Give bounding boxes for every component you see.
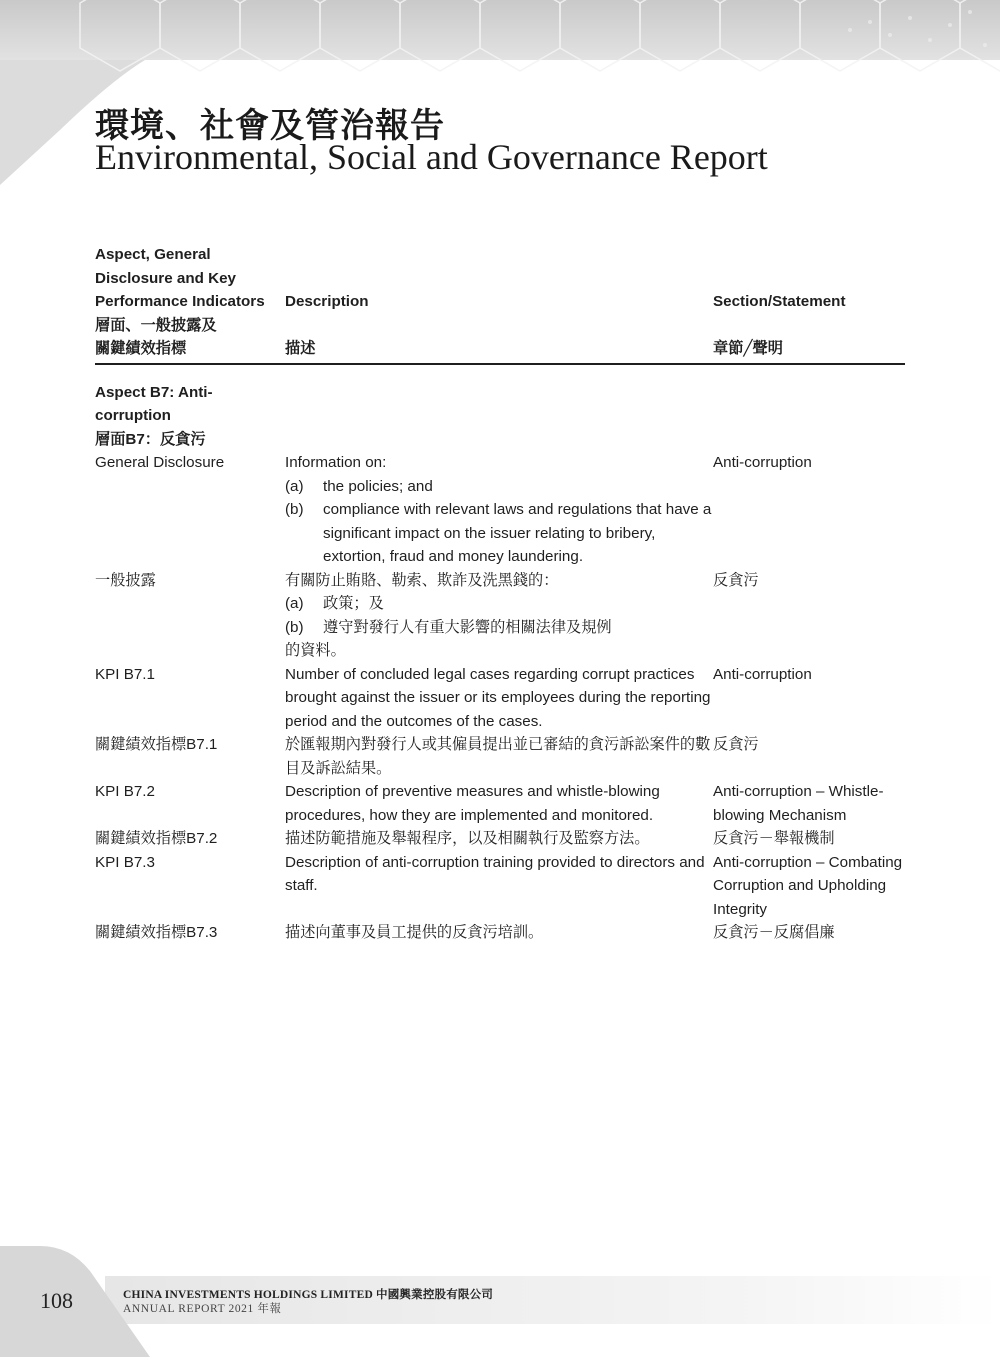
esg-index-table bbox=[95, 243, 905, 945]
page-number: 108 bbox=[40, 1288, 73, 1313]
column-header-section: Section/Statement 章節╱聲明 bbox=[713, 293, 846, 357]
list-item: (a) 政策；及 bbox=[285, 595, 384, 612]
row-description: 描述向董事及員工提供的反貪污培訓。 bbox=[285, 924, 544, 941]
row-description: Description of anti-corruption training provided to directors and staff. bbox=[285, 853, 705, 894]
row-section: Anti-corruption bbox=[713, 665, 812, 683]
page-title-chinese: 環境、社會及管治報告 bbox=[95, 106, 445, 146]
row-description: 有關防止賄賂、勒索、欺詐及洗黑錢的： (a) 政策；及 (b) 遵守對發行人有重大影響的相關法律及規例 的資料。 bbox=[285, 569, 713, 663]
table-row bbox=[95, 733, 905, 780]
table-row bbox=[95, 451, 905, 569]
row-indicator: 關鍵績效指標B7.2 bbox=[95, 830, 218, 847]
table-row bbox=[95, 921, 905, 945]
row-description: 描述防範措施及舉報程序，以及相關執行及監察方法。 bbox=[285, 830, 650, 847]
row-section: Anti-corruption – Combating Corruption and Upholding Integrity bbox=[713, 853, 903, 918]
row-section: 反貪污－舉報機制 bbox=[713, 830, 835, 847]
footer-report-title: ANNUAL REPORT 2021 年報 bbox=[123, 1303, 282, 1315]
table-row bbox=[95, 569, 905, 663]
table-header bbox=[95, 243, 905, 365]
row-indicator: 一般披露 bbox=[95, 571, 156, 589]
row-section: Anti-corruption – Whistle-blowing Mechanism bbox=[713, 783, 884, 824]
row-description: Description of preventive measures and whistle-blowing procedures, how they are implemented and monitored. bbox=[285, 783, 660, 824]
table-row bbox=[95, 851, 905, 922]
list-item: (b) compliance with relevant laws and regulations that have a significant impact on the issuer relating to bribery, extortion, fraud and money laundering. bbox=[285, 501, 712, 565]
row-indicator: 關鍵績效指標B7.1 bbox=[95, 736, 218, 753]
page-title-english: Environmental, Social and Governance Report bbox=[95, 137, 768, 177]
row-indicator: 關鍵績效指標B7.3 bbox=[95, 924, 218, 941]
row-section: Anti-corruption bbox=[713, 454, 812, 471]
row-indicator: KPI B7.2 bbox=[95, 783, 155, 800]
row-description: Number of concluded legal cases regarding corrupt practices brought against the issuer or its employees during the reporting period and the outcomes of the cases. bbox=[285, 665, 711, 730]
table-row bbox=[95, 780, 905, 827]
table-row bbox=[95, 663, 905, 734]
list-item: (b) 遵守對發行人有重大影響的相關法律及規例 bbox=[285, 618, 612, 636]
column-header-aspect: Aspect, General Disclosure and Key Performance Indicators 層面、一般披露及 關鍵績效指標 bbox=[95, 246, 265, 357]
column-header-description: Description 描述 bbox=[285, 293, 369, 357]
row-indicator: KPI B7.1 bbox=[95, 665, 155, 683]
row-section: 反貪污 bbox=[713, 571, 759, 589]
aspect-heading: Aspect B7: Anti-corruption 層面B7：反貪污 bbox=[95, 383, 213, 448]
row-description: 於匯報期內對發行人或其僱員提出並已審結的貪污訴訟案件的數目及訴訟結果。 bbox=[285, 736, 711, 777]
row-indicator: General Disclosure bbox=[95, 454, 225, 471]
footer-company-name: CHINA INVESTMENTS HOLDINGS LIMITED 中國興業控股有限公司 bbox=[123, 1289, 494, 1301]
row-description: Information on: (a) the policies; and (b) compliance with relevant laws and regulations that have a significant impact on the issuer relating to bribery, extortion, fraud and money laundering. bbox=[285, 451, 713, 569]
row-indicator: KPI B7.3 bbox=[95, 853, 155, 871]
row-section: 反貪污 bbox=[713, 736, 759, 753]
list-item: (a) the policies; and bbox=[285, 477, 433, 495]
row-section: 反貪污－反腐倡廉 bbox=[713, 924, 835, 941]
table-row bbox=[95, 827, 905, 851]
